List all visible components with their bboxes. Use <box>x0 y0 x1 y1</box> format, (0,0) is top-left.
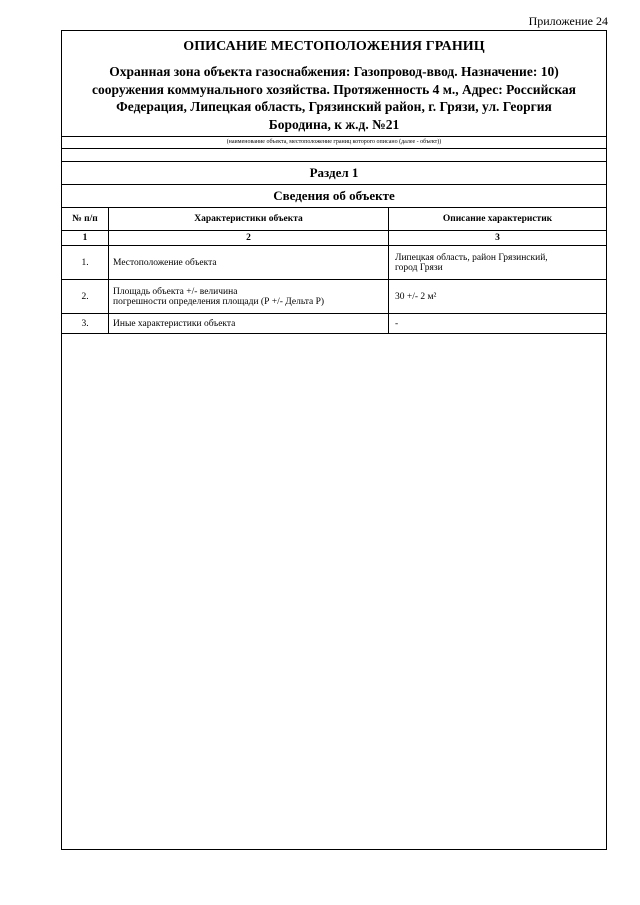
column-number: 3 <box>389 231 607 246</box>
table-header-row <box>62 208 606 231</box>
table-row <box>62 280 606 314</box>
appendix-label: Приложение 24 <box>528 14 608 28</box>
object-name <box>62 63 606 133</box>
header-characteristics: Характеристики объекта <box>109 208 389 231</box>
subsection-title: Сведения об объекте <box>62 185 606 208</box>
header-description: Описание характеристик <box>389 208 607 231</box>
section-title: Раздел 1 <box>62 162 606 185</box>
column-number: 1 <box>62 231 109 246</box>
column-number: 2 <box>109 231 389 246</box>
row-description <box>389 280 607 314</box>
document-title: ОПИСАНИЕ МЕСТОПОЛОЖЕНИЯ ГРАНИЦ <box>183 39 485 54</box>
table-row <box>62 246 606 280</box>
row-number: 2. <box>62 280 109 314</box>
object-name-line: Охранная зона объекта газоснабжения: Газопровод-ввод. Назначение: 10) <box>109 64 559 79</box>
row-description <box>389 246 607 280</box>
description-line: город Грязи <box>395 262 443 273</box>
description-line: - <box>395 318 399 329</box>
object-caption: (наименование объекта, местоположение границ которого описано (далее - объект)) <box>62 136 606 149</box>
table-row <box>62 314 606 334</box>
characteristic-line: погрешности определения площади (Р +/- Дельта Р) <box>113 296 325 307</box>
characteristic-line: Иные характеристики объекта <box>113 318 236 329</box>
object-info-table <box>62 208 606 334</box>
object-name-line: Бородина, к ж.д. №21 <box>268 116 400 132</box>
row-characteristic <box>109 280 389 314</box>
row-characteristic <box>109 246 389 280</box>
row-description <box>389 314 607 334</box>
characteristic-line: Местоположение объекта <box>113 257 217 268</box>
document-frame <box>61 30 607 850</box>
column-number-row <box>62 231 606 246</box>
object-name-line: Федерация, Липецкая область, Грязинский район, г. Грязи, ул. Георгия <box>116 99 552 114</box>
description-line: Липецкая область, район Грязинский, <box>395 252 548 263</box>
row-number: 3. <box>62 314 109 334</box>
description-line: 30 +/- 2 м² <box>395 291 437 302</box>
blank-row <box>62 149 606 162</box>
row-characteristic <box>109 314 389 334</box>
object-name-line: сооружения коммунального хозяйства. Протяженность 4 м., Адрес: Российская <box>92 81 576 97</box>
header-number: № п/п <box>62 208 109 231</box>
characteristic-line: Площадь объекта +/- величина <box>113 286 238 297</box>
row-number: 1. <box>62 246 109 280</box>
